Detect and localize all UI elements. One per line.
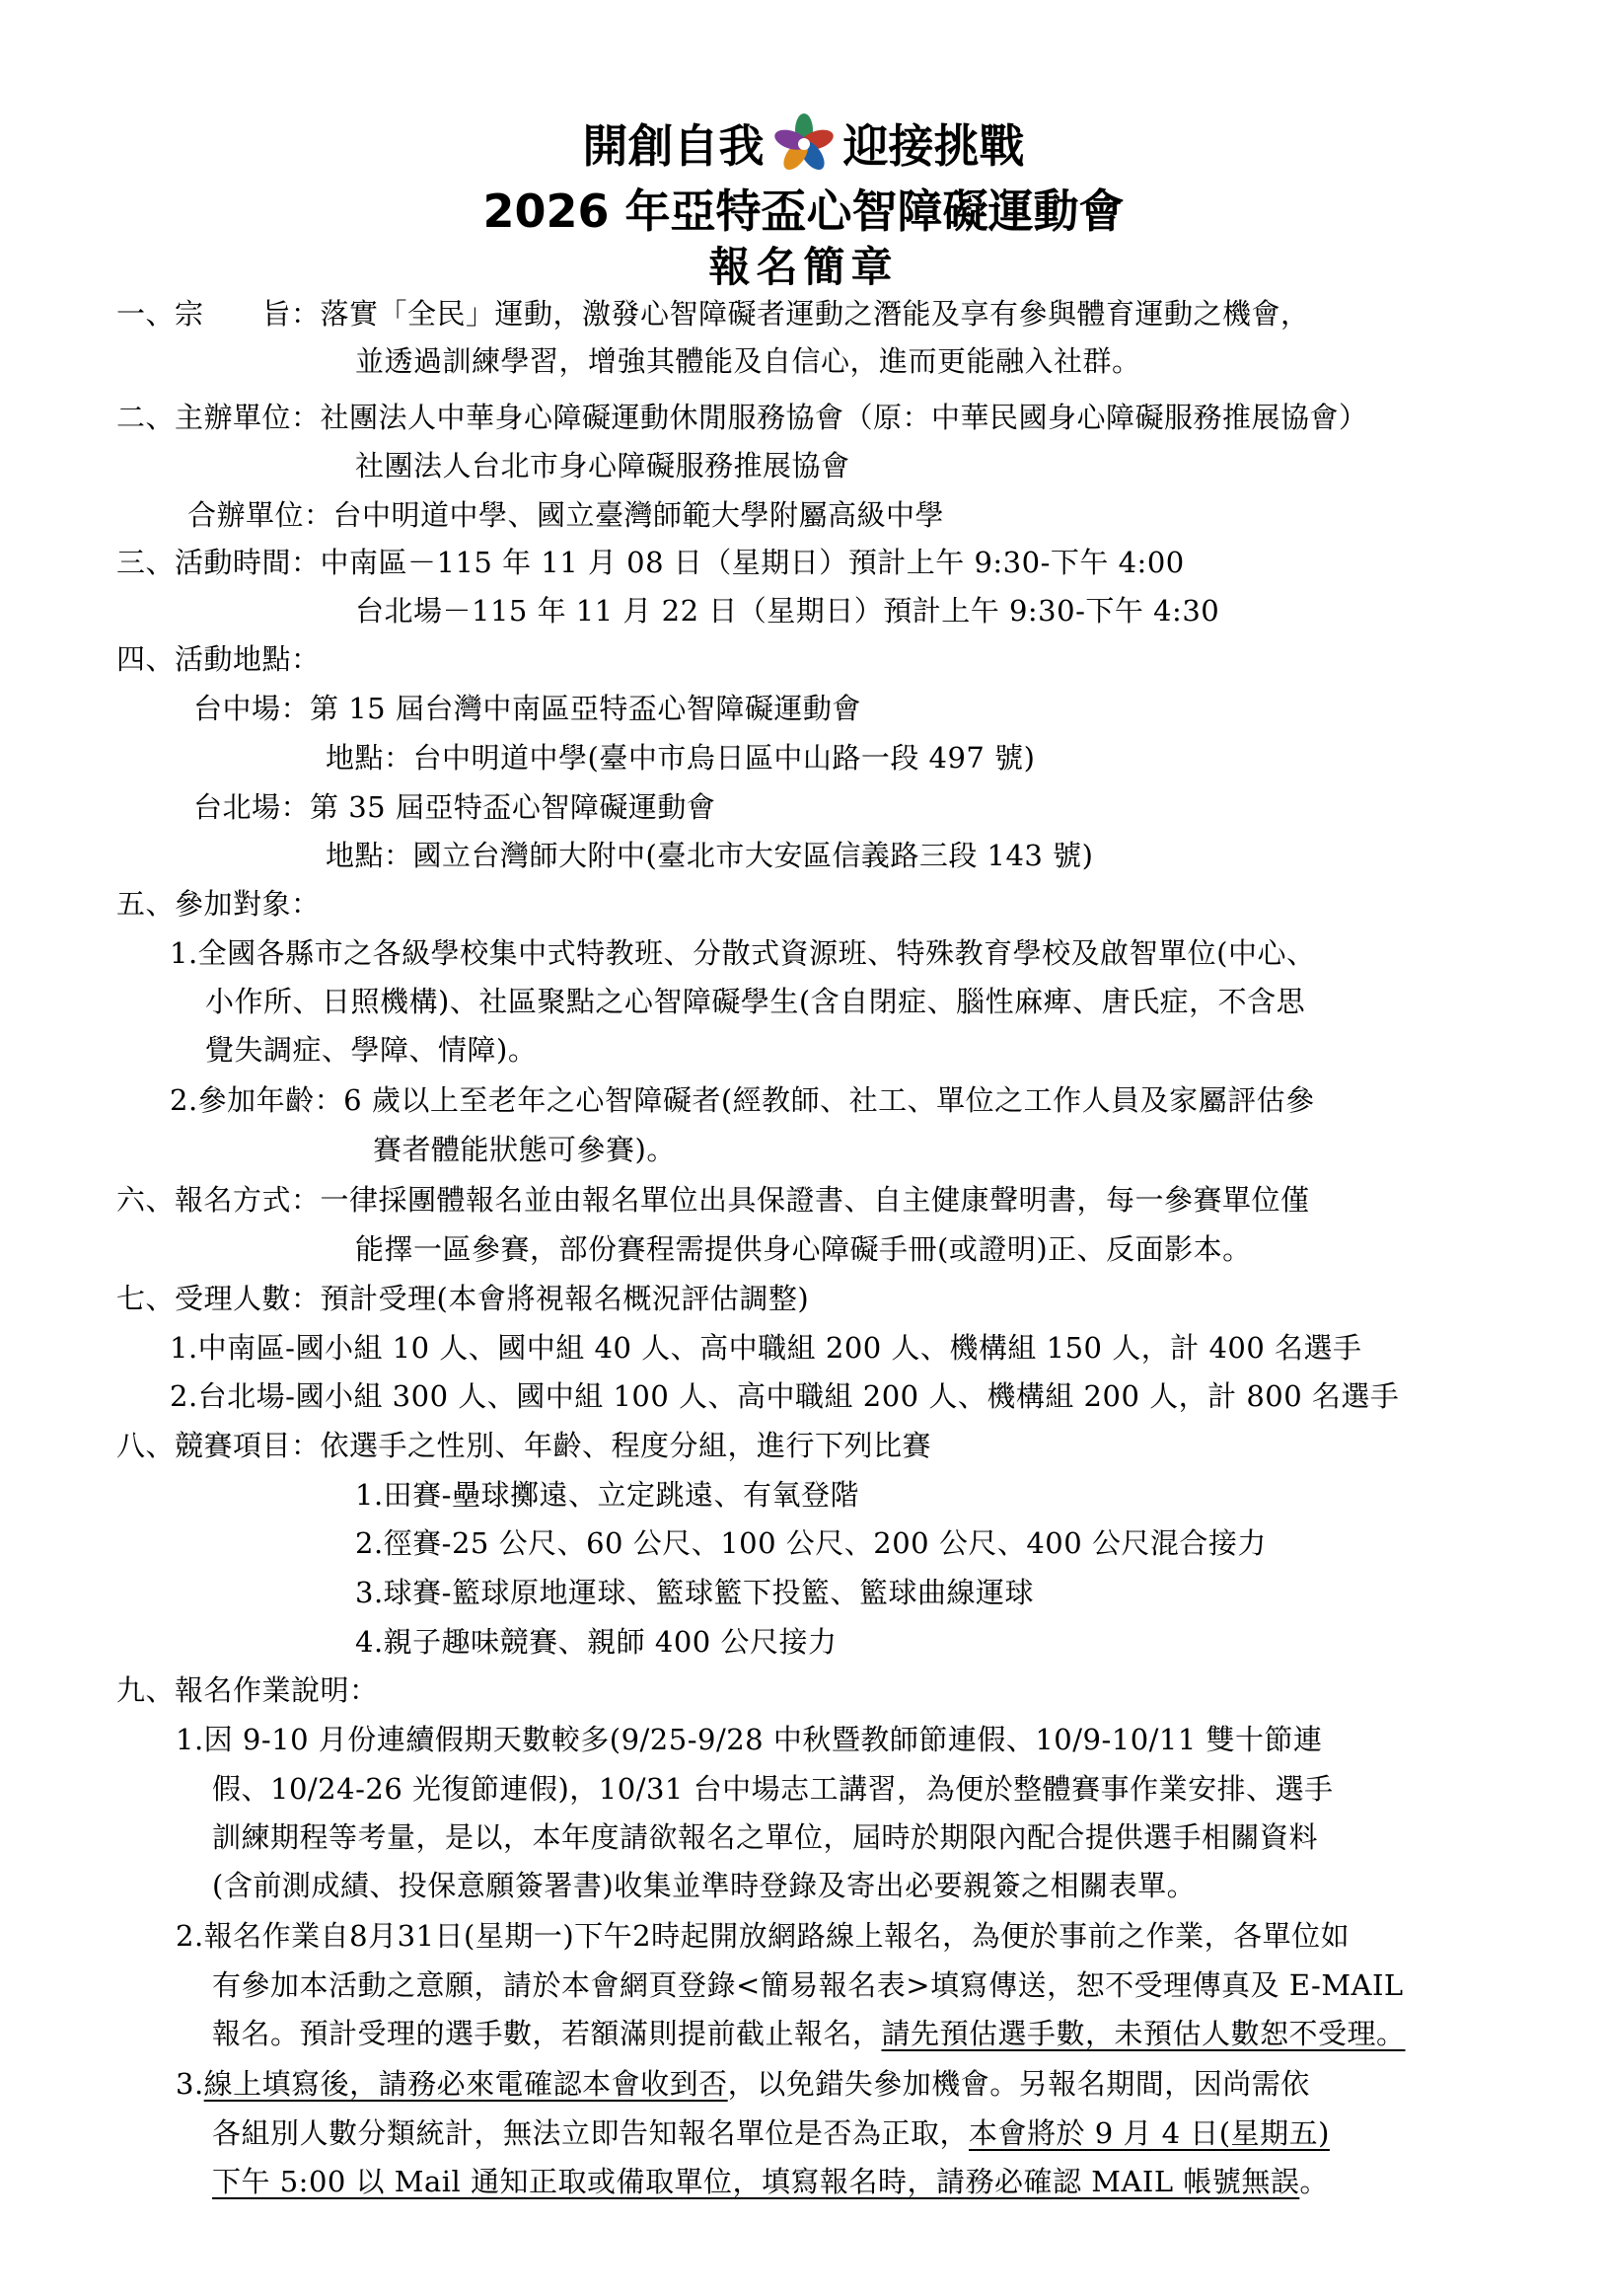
text-line: 1.田賽-壘球擲遠、立定跳遠、有氧登階 (355, 1478, 859, 1512)
text-line: 3.線上填寫後，請務必來電確認本會收到否，以免錯失參加機會。另報名期間，因尚需依 (176, 2067, 1310, 2101)
text-line: 四、活動地點： (116, 642, 321, 676)
text-line: 一、宗 旨：落實「全民」運動，激發心智障礙者運動之潛能及享有參與體育運動之機會， (116, 297, 1310, 331)
flower-logo-icon (772, 112, 836, 176)
text-line: 3.球賽-籃球原地運球、籃球籃下投籃、籃球曲線運球 (355, 1576, 1034, 1609)
text-line: 2.參加年齡：6 歲以上至老年之心智障礙者(經教師、社工、單位之工作人員及家屬評估參 (170, 1083, 1315, 1117)
text-line: 五、參加對象： (116, 887, 321, 921)
underlined-notice: 本會將於 9 月 4 日(星期五) (969, 2116, 1330, 2150)
text-line: 覺失調症、學障、情障)。 (205, 1033, 538, 1067)
text-line: (含前測成績、投保意願簽署書)收集並準時登錄及寄出必要親簽之相關表單。 (212, 1869, 1197, 1902)
text-line: 六、報名方式：一律採團體報名並由報名單位出具保證書、自主健康聲明書，每一參賽單位僅 (116, 1183, 1310, 1217)
text-line: 訓練期程等考量，是以，本年度請欲報名之單位，屆時於期限內配合提供選手相關資料 (212, 1820, 1319, 1854)
title-left: 開創自我 (582, 119, 765, 173)
text-line: 並透過訓練學習，增強其體能及自信心，進而更能融入社群。 (355, 344, 1141, 378)
text-line: 台中場：第 15 屆台灣中南區亞特盃心智障礙運動會 (193, 692, 861, 725)
underlined-notice: 線上填寫後，請務必來電確認本會收到否 (203, 2067, 728, 2101)
text-line: 能擇一區參賽，部份賽程需提供身心障礙手冊(或證明)正、反面影本。 (355, 1232, 1252, 1266)
text-line: 1.中南區-國小組 10 人、國中組 40 人、高中職組 200 人、機構組 150 人，計 400 名選手 (170, 1331, 1362, 1365)
text-line: 合辦單位：台中明道中學、國立臺灣師範大學附屬高級中學 (187, 498, 945, 532)
text-line: 社團法人台北市身心障礙服務推展協會 (355, 449, 850, 482)
text-line: 2.報名作業自8月31日(星期一)下午2時起開放網路線上報名，為便於事前之作業，各單位如 (176, 1919, 1351, 1953)
text-line: 地點：台中明道中學(臺中市烏日區中山路一段 497 號) (326, 741, 1036, 775)
text-line: 有參加本活動之意願，請於本會網頁登錄<簡易報名表>填寫傳送，恕不受理傳真及 E-MAIL (212, 1968, 1404, 2002)
underlined-notice: 下午 5:00 以 Mail 通知正取或備取單位，填寫報名時，請務必確認 MAIL 帳號無誤 (212, 2165, 1300, 2198)
text-line: 2.台北場-國小組 300 人、國中組 100 人、高中職組 200 人、機構組 200 人，計 800 名選手 (170, 1379, 1400, 1413)
text-line: 4.親子趣味競賽、親師 400 公尺接力 (355, 1625, 838, 1659)
text-line: 各組別人數分類統計，無法立即告知報名單位是否為正取，本會將於 9 月 4 日(星期五) (212, 2116, 1330, 2150)
text-line: 賽者體能狀態可參賽)。 (373, 1133, 676, 1166)
text-line: 地點：國立台灣師大附中(臺北市大安區信義路三段 143 號) (326, 839, 1094, 872)
title-line-1 (0, 111, 1607, 176)
text-line: 小作所、日照機構)、社區聚點之心智障礙學生(含自閉症、腦性麻痺、唐氏症，不含思 (205, 985, 1306, 1018)
text-line: 2.徑賽-25 公尺、60 公尺、100 公尺、200 公尺、400 公尺混合接力 (355, 1526, 1267, 1560)
text-line: 1.全國各縣市之各級學校集中式特教班、分散式資源班、特殊教育學校及啟智單位(中心、 (170, 936, 1316, 970)
text-line: 三、活動時間：中南區－115 年 11 月 08 日（星期日）預計上午 9:30-下午 4:00 (116, 546, 1185, 579)
title-right: 迎接挑戰 (842, 119, 1025, 173)
text-line: 台北場：第 35 屆亞特盃心智障礙運動會 (193, 790, 716, 824)
text-line: 報名。預計受理的選手數，若額滿則提前截止報名，請先預估選手數，未預估人數恕不受理。 (212, 2017, 1406, 2050)
text-line: 台北場－115 年 11 月 22 日（星期日）預計上午 9:30-下午 4:30 (355, 594, 1220, 628)
text-line: 二、主辦單位：社團法人中華身心障礙運動休閒服務協會（原：中華民國身心障礙服務推展協會） (116, 401, 1368, 434)
text-line: 九、報名作業說明： (116, 1673, 379, 1707)
text-line: 七、受理人數：預計受理(本會將視報名概況評估調整) (116, 1282, 810, 1315)
underlined-notice: 請先預估選手數，未預估人數恕不受理。 (881, 2017, 1406, 2050)
text-line: 1.因 9-10 月份連續假期天數較多(9/25-9/28 中秋暨教師節連假、10/9-10/11 雙十節連 (176, 1723, 1323, 1756)
text-line: 下午 5:00 以 Mail 通知正取或備取單位，填寫報名時，請務必確認 MAIL 帳號無誤。 (212, 2165, 1329, 2198)
text-line: 八、競賽項目：依選手之性別、年齡、程度分組，進行下列比賽 (116, 1429, 932, 1462)
text-line: 假、10/24-26 光復節連假)，10/31 台中場志工講習，為便於整體賽事作業安排、選手 (212, 1772, 1334, 1806)
title-line-2: 2026 年亞特盃心智障礙運動會 (482, 185, 1125, 238)
document-subtitle: 報名簡章 (708, 243, 899, 291)
